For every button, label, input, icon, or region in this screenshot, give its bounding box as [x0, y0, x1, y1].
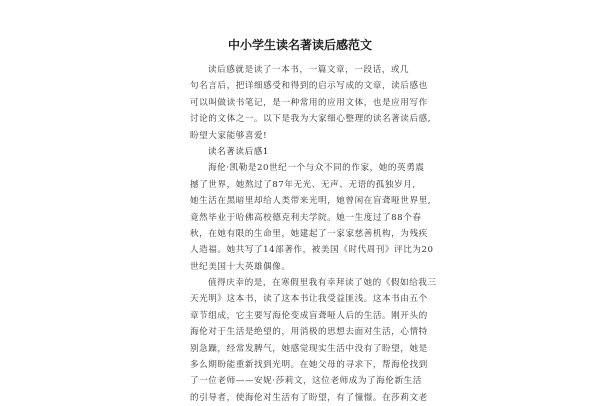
paragraph-line: 竟然毕业于哈佛高校德克利夫学院。她一生度过了88个春	[190, 212, 422, 223]
intro-line: 盼望大家能够喜爱!	[190, 130, 268, 141]
paragraph-line: 海伦·凯勒是20世纪一个与众不同的作家，她的英勇震	[208, 163, 425, 174]
paragraph-line: 海伦对于生活是绝望的，用消极的思想去面对生活，心情特	[190, 327, 428, 338]
document-body	[190, 62, 437, 406]
paragraph-line: 了一位老师——安妮·莎莉文，这位老师成为了海伦新生活	[190, 376, 422, 387]
paragraph-line: 章节组成，它主要写海伦变成盲聋哑人后的生活。刚开头的	[190, 310, 428, 321]
intro-line: 讨论的文体之一。以下是我为大家细心整理的读名著读后感,	[190, 114, 432, 125]
paragraph-line: 值得庆幸的是，在寒假里我有幸拜读了她的《假如给我三	[208, 278, 437, 289]
paragraph-line: 她生活在黑暗里却给人类带来光明，她曾闲在盲聋哑世界里,	[190, 196, 432, 207]
section-heading: 读名著读后感1	[208, 146, 269, 157]
paragraph-line: 撼了世界，她熬过了87年无光、无声、无语的孤独岁月,	[190, 179, 416, 190]
intro-line: 可以叫做读书笔记，是一种常用的应用文体，也是应用写作	[190, 97, 428, 108]
intro-line: 读后感就是读了一本书，一篇文章，一段话，或几	[208, 65, 410, 75]
paragraph-line: 别急躁，经常发脾气，她感觉现实生活中没有了盼望，她是	[190, 343, 428, 354]
paragraph-line: 人造福。她共写了14部著作，被美国《时代周刊》评比为20	[190, 245, 434, 256]
paragraph-line: 的引导者，使海伦对生活有了盼望，有了憧憬。在莎莉文老	[190, 392, 428, 403]
paragraph-line: 多么期盼能重新找到光明。在她父母的寻求下，帮海伦找到	[190, 360, 428, 371]
paragraph-line: 秋，在她有限的生命里，她建起了一家家慈善机构，为残疾	[190, 228, 428, 239]
paragraph-line: 世纪美国十大英雄偶像。	[190, 261, 291, 272]
intro-line: 句名言后，把详细感受和得到的启示写成的文章，读后感也	[190, 81, 428, 92]
document-title: 中小学生读名著读后感范文	[227, 38, 372, 52]
paragraph-line: 天光明》这本书，读了这本书让我受益匪浅。这本书由五个	[190, 294, 428, 305]
